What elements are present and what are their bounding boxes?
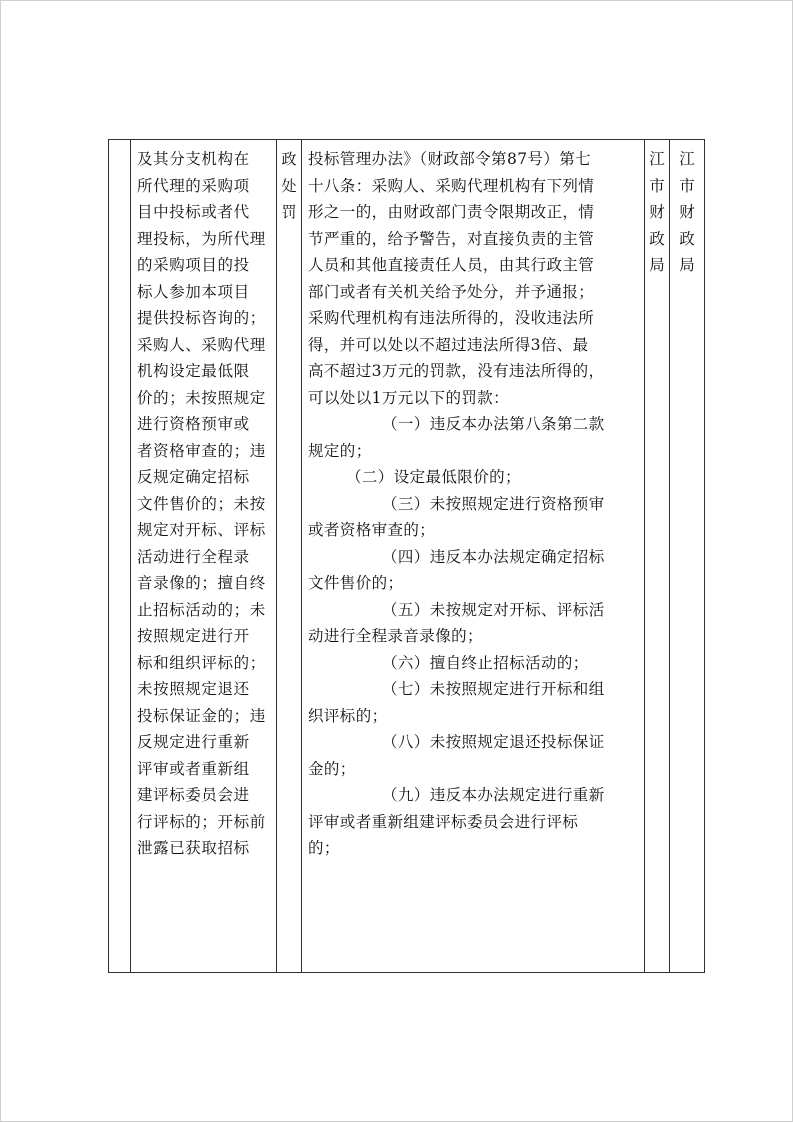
text-line: 的； — [308, 839, 340, 857]
text-line: （五）未按规定对开标、评标活 — [382, 600, 605, 619]
text-line: 节严重的，给予警告，对直接负责的主管 — [308, 229, 595, 248]
legal-basis-text — [302, 146, 644, 862]
text-line: 评审或者重新组建评标委员会进行评标 — [308, 812, 579, 831]
text-line: 人员和其他直接责任人员，由其行政主管 — [308, 256, 595, 274]
text-line: 未按照规定退还 — [137, 680, 250, 698]
text-line: 文件售价的；未按 — [137, 494, 266, 513]
text-line: 处 — [281, 176, 297, 195]
text-line: 得，并可以处以不超过违法所得3倍、最 — [308, 335, 589, 354]
text-line: （二）设定最低限价的； — [346, 468, 521, 486]
text-line: （三）未按照规定进行资格预审 — [382, 494, 605, 513]
text-line: 政 — [281, 150, 297, 168]
text-line: 反规定进行重新 — [137, 733, 250, 751]
text-line: 形之一的，由财政部门责令限期改正，情 — [308, 203, 595, 221]
text-line: 止招标活动的；未 — [137, 600, 266, 619]
text-line: 提供投标咨询的； — [137, 309, 266, 327]
text-line: 理投标，为所代理 — [137, 229, 266, 248]
text-line: 规定的； — [308, 441, 372, 460]
text-line: 反规定确定招标 — [137, 468, 250, 486]
text-line: 金的； — [308, 759, 356, 778]
text-line: （一）违反本办法第八条第二款 — [382, 415, 605, 433]
violation-text — [131, 146, 276, 862]
text-line: 织评标的； — [308, 706, 388, 725]
text-line: 江 — [649, 150, 665, 168]
text-line: （六）擅自终止招标活动的； — [382, 653, 589, 672]
text-line: 可以处以1万元以下的罚款： — [308, 388, 510, 407]
penalty-table — [108, 139, 705, 973]
text-line: 政 — [679, 229, 695, 248]
text-line: 标人参加本项目 — [137, 282, 250, 301]
text-line: 按照规定进行开 — [137, 627, 250, 645]
text-line: 活动进行全程录 — [137, 547, 250, 566]
authority-text — [645, 146, 669, 279]
penalty-type-cell — [277, 140, 302, 973]
text-line: 市 — [649, 176, 665, 195]
text-line: 财 — [649, 203, 665, 221]
text-line: 价的；未按照规定 — [137, 388, 266, 407]
text-line: 建评标委员会进 — [137, 786, 250, 804]
text-line: 者资格审查的；违 — [137, 441, 266, 460]
text-line: 评审或者重新组 — [137, 759, 250, 778]
text-line: （七）未按照规定进行开标和组 — [382, 680, 605, 698]
text-line: 动进行全程录音录像的； — [308, 627, 483, 645]
table-row — [109, 140, 705, 973]
text-line: 行评标的；开标前 — [137, 812, 266, 831]
text-line: 局 — [679, 256, 695, 274]
text-line: 政 — [649, 229, 665, 248]
legal-basis-cell — [302, 140, 645, 973]
authority-cell — [645, 140, 670, 973]
text-line: 十八条：采购人、采购代理机构有下列情 — [308, 176, 595, 195]
text-line: （四）违反本办法规定确定招标 — [382, 547, 605, 566]
text-line: （九）违反本办法规定进行重新 — [382, 786, 605, 804]
text-line: 局 — [649, 256, 665, 274]
penalty-type-text — [277, 146, 301, 226]
text-line: 市 — [679, 176, 695, 195]
text-line: 目中投标或者代 — [137, 203, 250, 221]
text-line: 采购代理机构有违法所得的，没收违法所 — [308, 309, 595, 327]
text-line: 或者资格审查的； — [308, 521, 436, 539]
text-line: 财 — [679, 203, 695, 221]
text-line: 所代理的采购项 — [137, 176, 250, 195]
index-cell — [109, 140, 131, 973]
text-line: 的采购项目的投 — [137, 256, 250, 274]
text-line: 采购人、采购代理 — [137, 335, 266, 354]
text-line: 部门或者有关机关给予处分，并予通报； — [308, 282, 595, 301]
text-line: 泄露已获取招标 — [137, 839, 250, 857]
violation-cell — [131, 140, 277, 973]
text-line: 机构设定最低限 — [137, 362, 250, 380]
text-line: 音录像的；擅自终 — [137, 574, 266, 592]
text-line: 进行资格预审或 — [137, 415, 250, 433]
text-line: 文件售价的； — [308, 574, 404, 592]
text-line: 规定对开标、评标 — [137, 521, 266, 539]
text-line: 高不超过3万元的罚款，没有违法所得的， — [308, 362, 605, 380]
text-line: 及其分支机构在 — [137, 150, 250, 168]
text-line: 罚 — [281, 203, 297, 221]
text-line: 标和组织评标的； — [137, 653, 266, 672]
authority-text-2 — [670, 146, 704, 279]
text-line: 投标保证金的；违 — [137, 706, 266, 725]
text-line: （八）未按照规定退还投标保证 — [382, 733, 605, 751]
text-line: 江 — [679, 150, 695, 168]
authority-cell-2 — [670, 140, 705, 973]
text-line: 投标管理办法》（财政部令第87号）第七 — [308, 150, 592, 168]
